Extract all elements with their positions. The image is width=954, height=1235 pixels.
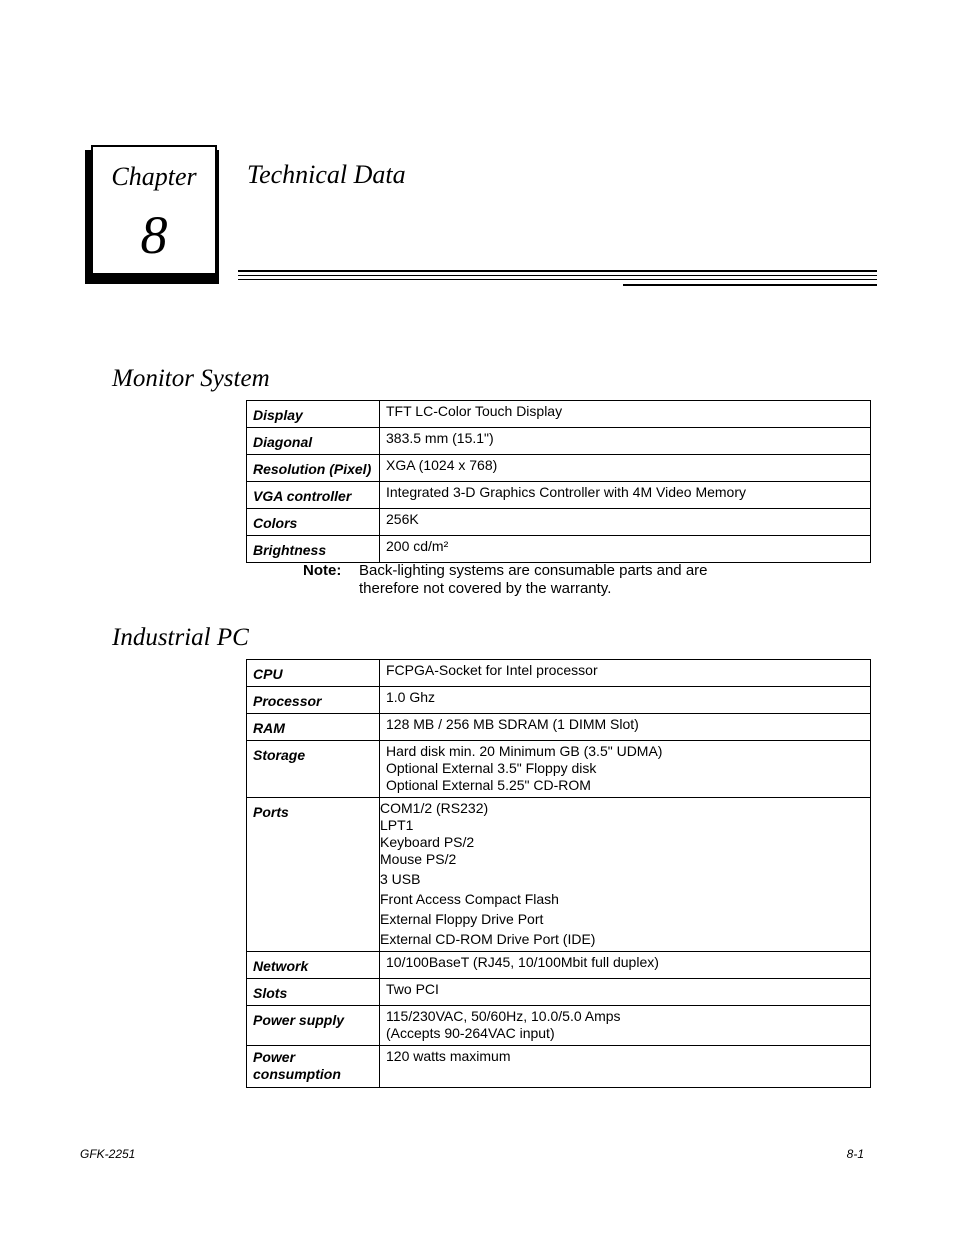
spec-value: 200 cd/m² (380, 536, 871, 563)
storage-line: Optional External 5.25" CD-ROM (386, 777, 591, 793)
table-row (247, 687, 871, 714)
table-row (247, 798, 871, 952)
spec-key: CPU (247, 660, 380, 687)
spec-key: Ports (247, 798, 380, 952)
spec-key: Colors (247, 509, 380, 536)
spec-value: 10/100BaseT (RJ45, 10/100Mbit full duplex) (380, 952, 871, 979)
note-label: Note: (303, 562, 342, 579)
table-row (247, 979, 871, 1006)
power-supply-line: (Accepts 90-264VAC input) (386, 1025, 555, 1041)
monitor-spec-table (246, 400, 871, 563)
footer-doc-id: GFK-2251 (80, 1147, 136, 1161)
rule-2 (238, 275, 877, 276)
spec-key: Slots (247, 979, 380, 1006)
port-line: COM1/2 (RS232) (380, 800, 489, 816)
port-line: External CD-ROM Drive Port (IDE) (380, 931, 596, 947)
table-row (247, 401, 871, 428)
table-row (247, 536, 871, 563)
note-text (359, 562, 779, 598)
spec-key: Power supply (247, 1006, 380, 1046)
table-row (247, 1046, 871, 1088)
power-supply-line: 115/230VAC, 50/60Hz, 10.0/5.0 Amps (386, 1008, 621, 1024)
spec-key-line: Power (253, 1049, 296, 1065)
spec-value: TFT LC-Color Touch Display (380, 401, 871, 428)
table-row (247, 1006, 871, 1046)
footer-page-number: 8-1 (846, 1147, 864, 1161)
spec-key: Diagonal (247, 428, 380, 455)
spec-value: 120 watts maximum (380, 1046, 871, 1088)
spec-key-line: consumption (253, 1066, 341, 1082)
spec-key: VGA controller (247, 482, 380, 509)
spec-key: Resolution (Pixel) (247, 455, 380, 482)
spec-value: 1.0 Ghz (380, 687, 871, 714)
spec-key: Brightness (247, 536, 380, 563)
spec-value: XGA (1024 x 768) (380, 455, 871, 482)
chapter-box (85, 145, 221, 283)
table-row (247, 660, 871, 687)
table-row (247, 482, 871, 509)
table-row (247, 952, 871, 979)
port-line: LPT1 (380, 817, 414, 833)
port-line: Front Access Compact Flash (380, 891, 559, 907)
spec-key: Storage (247, 741, 380, 798)
spec-value: FCPGA-Socket for Intel processor (380, 660, 871, 687)
table-row (247, 428, 871, 455)
spec-key: Network (247, 952, 380, 979)
section-title-monitor: Monitor System (112, 365, 270, 392)
storage-line: Optional External 3.5" Floppy disk (386, 760, 597, 776)
table-row (247, 714, 871, 741)
storage-line: Hard disk min. 20 Minimum GB (3.5" UDMA) (386, 743, 663, 759)
spec-value (380, 1006, 871, 1046)
table-row (247, 455, 871, 482)
chapter-box-face (91, 145, 217, 275)
rule-3 (238, 279, 877, 280)
spec-key: RAM (247, 714, 380, 741)
section-title-pc: Industrial PC (112, 624, 249, 651)
spec-value (380, 798, 871, 952)
chapter-title: Technical Data (247, 160, 406, 189)
pc-spec-table (246, 659, 871, 1088)
table-row (247, 741, 871, 798)
note-line: therefore not covered by the warranty. (359, 580, 612, 597)
spec-value (380, 741, 871, 798)
port-line: 3 USB (380, 871, 421, 887)
table-row (247, 509, 871, 536)
note-line: Back-lighting systems are consumable parts and are (359, 562, 708, 579)
spec-key: Processor (247, 687, 380, 714)
rule-1 (238, 270, 877, 272)
spec-value: 256K (380, 509, 871, 536)
spec-value: Two PCI (380, 979, 871, 1006)
spec-value: Integrated 3-D Graphics Controller with 4M Video Memory (380, 482, 871, 509)
spec-key (247, 1046, 380, 1088)
chapter-word: Chapter (111, 162, 197, 191)
spec-value: 128 MB / 256 MB SDRAM (1 DIMM Slot) (380, 714, 871, 741)
chapter-number: 8 (140, 205, 168, 265)
title-rules (238, 270, 877, 288)
port-line: Mouse PS/2 (380, 851, 457, 867)
port-line: Keyboard PS/2 (380, 834, 475, 850)
port-line: External Floppy Drive Port (380, 911, 544, 927)
rule-4 (623, 284, 877, 286)
spec-key: Display (247, 401, 380, 428)
spec-value: 383.5 mm (15.1") (380, 428, 871, 455)
